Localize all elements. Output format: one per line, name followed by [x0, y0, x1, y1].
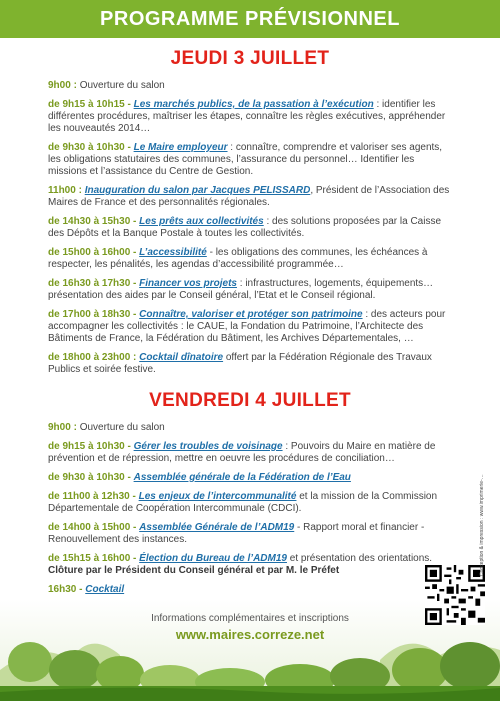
- entry-time: de 14h00 à 15h00: [48, 522, 131, 533]
- entry-time: de 9h30 à 10h30: [48, 142, 125, 153]
- entry-time: de 9h15 à 10h30: [48, 441, 125, 452]
- page-header: [0, 0, 500, 38]
- entry-time: 11h00: [48, 185, 76, 196]
- entry-sep: -: [130, 216, 140, 227]
- programme-entry: [48, 553, 452, 577]
- entry-desc: : des solutions proposées par la Caisse des Dépôts et la Banque Postale à toutes les collectivités.: [48, 216, 442, 239]
- info-label: Informations complémentaires et inscriptions: [151, 613, 349, 624]
- entry-time: de 14h30 à 15h30: [48, 216, 131, 227]
- entry-desc: , Président de l’Association des Maires de France et des personnalités régionales.: [48, 185, 450, 208]
- entry-time: 16h30: [48, 584, 77, 595]
- entry-desc: : des acteurs pour accompagner les collectivités : le CAUE, la Fondation du Patrimoine, l’Architecte des Bâtiments de France, la Fédération du Bâtiment, les Archives Départementales, …: [48, 309, 446, 344]
- entry-sep: -: [130, 247, 140, 258]
- entry-time: 9h00: [48, 80, 71, 91]
- entry-sep: :: [75, 185, 85, 196]
- entry-name-link[interactable]: Cocktail: [85, 584, 125, 595]
- entry-time: de 15h15 à 16h00: [48, 553, 131, 564]
- programme-entry: [48, 80, 452, 92]
- entry-sep: :: [130, 352, 140, 363]
- entry-time: de 15h00 à 16h00: [48, 247, 131, 258]
- programme-content: [0, 38, 500, 603]
- entry-time: de 9h15 à 10h15: [48, 99, 125, 110]
- entry-sep: :: [70, 80, 80, 91]
- day-title-thursday: JEUDI 3 JUILLET: [170, 48, 330, 69]
- entry-desc: : infrastructures, logements, équipements… présentation des aides par le Conseil général, l’Etat et le Conseil régional.: [48, 278, 434, 301]
- programme-entry: [48, 491, 452, 515]
- entry-sep: -: [76, 584, 86, 595]
- programme-entry: [48, 422, 452, 434]
- programme-entry: [48, 441, 452, 465]
- website-link[interactable]: www.maires.correze.net: [175, 627, 325, 642]
- programme-entry: [48, 309, 452, 345]
- entry-desc: Ouverture du salon: [79, 422, 165, 433]
- entry-sep: -: [130, 553, 140, 564]
- entry-time: de 9h30 à 10h30: [48, 472, 125, 483]
- entry-sep: -: [124, 441, 134, 452]
- entry-sep: -: [130, 309, 140, 320]
- programme-entry: [48, 216, 452, 240]
- entry-desc: : connaître, comprendre et valoriser ses agents, les obligations statutaires des communes, l’assurance du personnel… Identifier les missions et l’assistance du Centre de Gestion.: [48, 142, 443, 177]
- entry-desc: Ouverture du salon: [79, 80, 165, 91]
- entry-time: de 18h00 à 23h00: [48, 352, 131, 363]
- entry-desc: et présentation des orientations.: [286, 553, 433, 564]
- entry-sep: -: [130, 278, 140, 289]
- entry-desc: - les obligations des communes, les échéances à respecter, les pénalités, les agendas d’accessibilité programmée…: [48, 247, 428, 270]
- programme-entry: [48, 278, 452, 302]
- entry-time: de 16h30 à 17h30: [48, 278, 131, 289]
- entry-name-link[interactable]: Les prêts aux collectivités: [139, 216, 264, 227]
- entry-name-link[interactable]: Inauguration du salon par Jacques PELISSARD: [84, 185, 311, 196]
- entry-name-link[interactable]: Élection du Bureau de l’ADM19: [139, 553, 287, 564]
- entry-name-link[interactable]: Les enjeux de l’intercommunalité: [138, 491, 297, 502]
- entry-sep: :: [70, 422, 80, 433]
- closing-speech: Clôture par le Président du Conseil général et par M. le Préfet: [48, 565, 340, 576]
- day-title-friday: VENDREDI 4 JUILLET: [149, 390, 351, 411]
- entry-time: 9h00: [48, 422, 71, 433]
- entry-sep: -: [124, 99, 134, 110]
- programme-entry: [48, 142, 452, 178]
- printer-credit: Conception & impression : www.imprimerie-…: [479, 474, 485, 576]
- programme-entry: [48, 352, 452, 376]
- programme-entry: [48, 247, 452, 271]
- entry-name-link[interactable]: Les marchés publics, de la passation à l’exécution: [133, 99, 374, 110]
- programme-entry: [48, 584, 452, 596]
- entry-sep: -: [130, 522, 140, 533]
- entry-sep: -: [129, 491, 139, 502]
- entry-name-link[interactable]: Assemblée générale de la Fédération de l’Eau: [133, 472, 351, 483]
- page-title: PROGRAMME PRÉVISIONNEL: [100, 7, 400, 30]
- entry-sep: -: [124, 472, 134, 483]
- entry-desc: : Pouvoirs du Maire en matière de prévention et de répression, mettre en oeuvre les procédures de conciliation…: [48, 441, 436, 464]
- programme-entry: [48, 522, 452, 546]
- entry-name-link[interactable]: Le Maire employeur: [133, 142, 228, 153]
- programme-entry: [48, 472, 452, 484]
- entry-time: de 11h00 à 12h30: [48, 491, 130, 502]
- entry-desc: - Rapport moral et financier - Renouvellement des instances.: [48, 522, 425, 545]
- entry-name-link[interactable]: Financer vos projets: [139, 278, 237, 289]
- entry-desc: offert par la Fédération Régionale des Travaux Publics et soirée festive.: [48, 352, 432, 375]
- entry-name-link[interactable]: Gérer les troubles de voisinage: [133, 441, 283, 452]
- entry-sep: -: [124, 142, 134, 153]
- entry-name-link[interactable]: Connaître, valoriser et protéger son patrimoine: [139, 309, 363, 320]
- entry-time: de 17h00 à 18h30: [48, 309, 131, 320]
- entry-desc: et la mission de la Commission Départementale de Coopération Intercommunale (CDCI).: [48, 491, 438, 514]
- programme-entry: [48, 185, 452, 209]
- entry-desc: : identifier les différentes procédures, maîtriser les étapes, connaître les règles exécutives, appréhender les nouveautés 2014…: [48, 99, 446, 134]
- entry-name-link[interactable]: Cocktail dînatoire: [139, 352, 224, 363]
- programme-entry: [48, 99, 452, 135]
- entry-name-link[interactable]: Assemblée Générale de l’ADM19: [139, 522, 295, 533]
- entry-name-link[interactable]: L’accessibilité: [139, 247, 207, 258]
